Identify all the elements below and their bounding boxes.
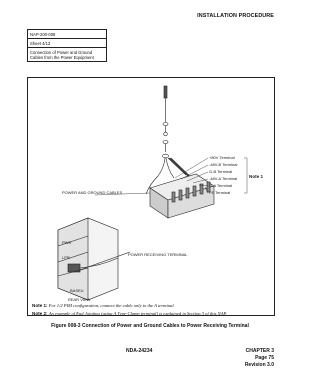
terminal-label-80v: +80V Terminal bbox=[209, 155, 235, 160]
terminal-label-48v-a: -48V-A Terminal bbox=[209, 176, 238, 181]
terminal-label-g-a: G-A Terminal bbox=[209, 183, 233, 188]
footer-revision: Revision 3.0 bbox=[244, 362, 274, 368]
lpr-label: LPR bbox=[62, 255, 70, 260]
terminal-label-48v-b: -48V-B Terminal bbox=[209, 162, 238, 167]
note1-label: Note 1: bbox=[32, 303, 48, 308]
figure-caption: Figure 008-3 Connection of Power and Ground Cables to Power Receiving Terminal bbox=[51, 323, 249, 329]
power-ground-cables-label: POWER AND GROUND CABLES bbox=[62, 190, 123, 195]
footer-chapter: CHAPTER 3 bbox=[245, 348, 274, 354]
terminal-label-g-b: G-B Terminal bbox=[209, 169, 233, 174]
note-2 bbox=[32, 311, 272, 317]
note2-text: An example of End Jointing (using A Type-Clamp terminal) is explained in Section 3 of this NAP. bbox=[48, 311, 227, 316]
ref-row-sheet: Sheet 4/13 bbox=[28, 39, 106, 48]
page-header-title: INSTALLATION PROCEDURE bbox=[197, 13, 274, 19]
note1-tag: Note 1 bbox=[249, 174, 264, 179]
note-1 bbox=[32, 303, 272, 309]
pwr-label: PWR bbox=[62, 240, 72, 245]
note1-text: For 1/2 PIM configuration, connect the cable only to the A terminal. bbox=[48, 303, 175, 308]
rear-view-label: REAR VIEW bbox=[68, 297, 91, 302]
ref-row-title: Connection of Power and Ground Cables from the Power Equipment bbox=[30, 49, 94, 60]
footer-doc-id: NDA-24234 bbox=[126, 348, 153, 354]
footer-page: Page 75 bbox=[255, 355, 274, 361]
receiving-terminal-label: POWER RECEIVING TERMINAL bbox=[128, 252, 188, 257]
baseu-label: BASEU bbox=[70, 288, 84, 293]
ref-row-nap: NAP-200-008 bbox=[28, 30, 106, 39]
cable-end-top bbox=[164, 86, 167, 98]
note2-label: Note 2: bbox=[32, 311, 48, 316]
terminal-label-fe: FE Terminal bbox=[209, 190, 231, 195]
